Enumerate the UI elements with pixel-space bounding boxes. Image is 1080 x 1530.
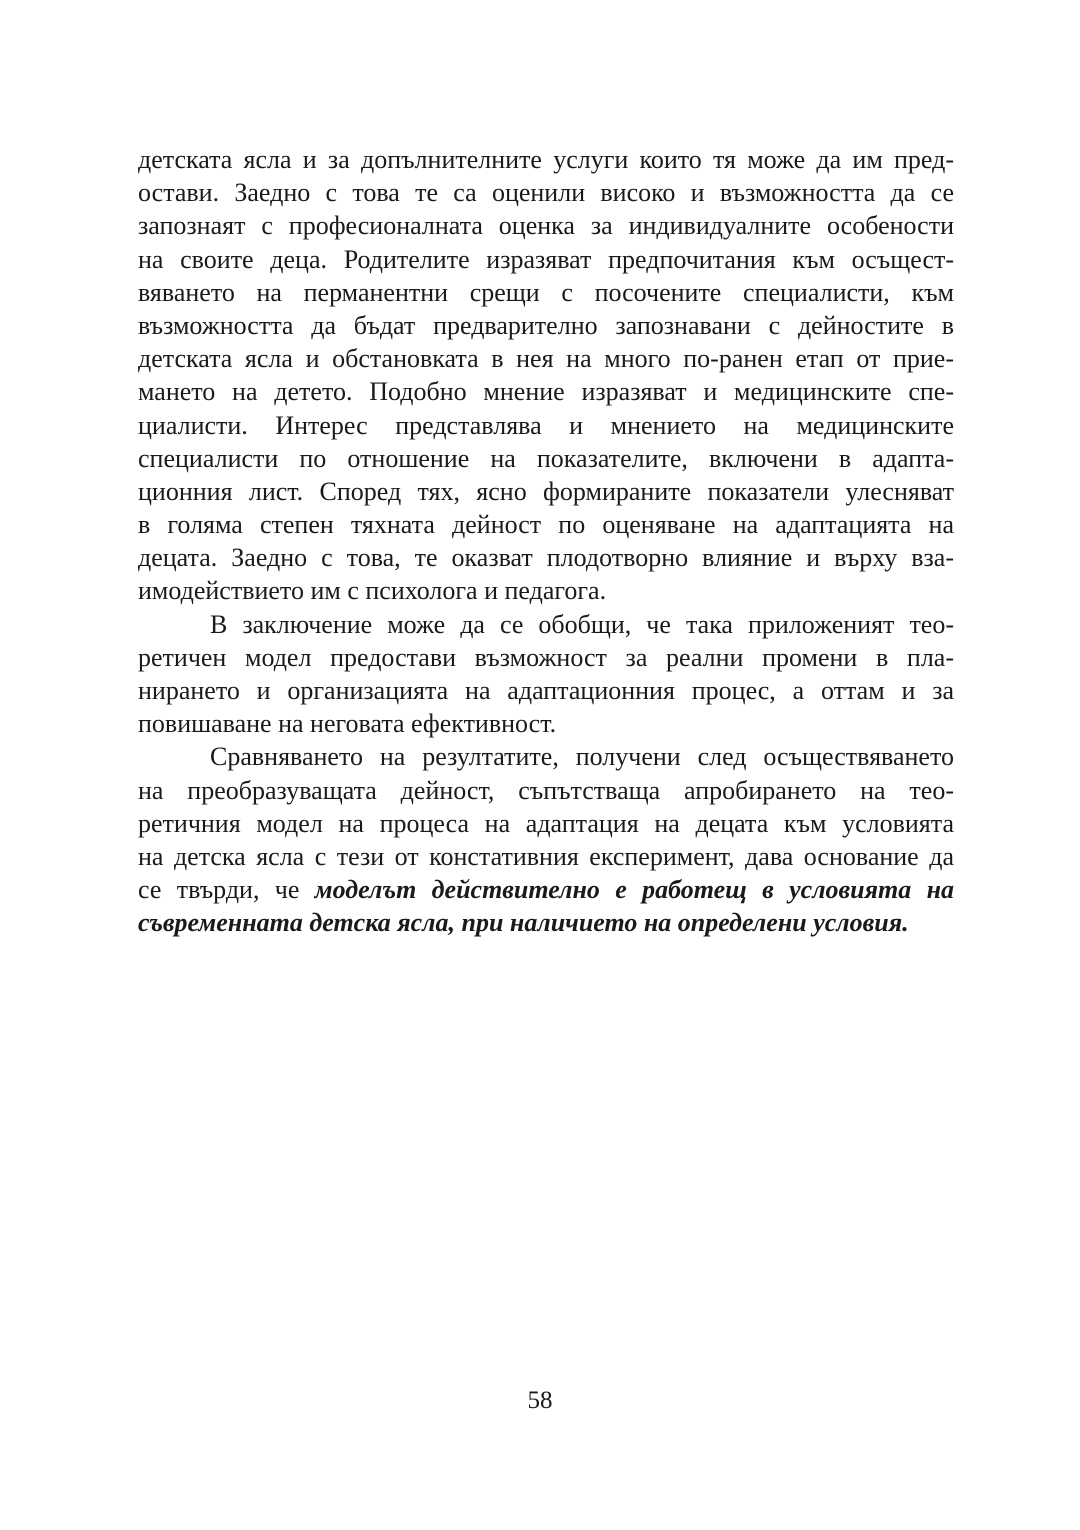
page-number: 58	[527, 1387, 553, 1414]
text-line: възможността да бъдат предварително запознавани с дейностите в	[138, 310, 954, 340]
text-line: В заключение може да се обобщи, че така приложеният тео-	[210, 609, 954, 639]
text-line: запознаят с професионалната оценка за индивидуалните особености	[138, 211, 954, 241]
text-line: ретичния модел на процеса на адаптация на децата към условията	[138, 808, 954, 838]
text-line: нирането и организацията на адаптационния процес, а оттам и за	[138, 676, 954, 705]
text-line-mixed	[138, 873, 954, 906]
text-line: в голяма степен тяхната дейност по оценяване на адаптацията на	[138, 510, 954, 540]
text-line: на преобразуващата дейност, съпътстваща апробирането на тео-	[138, 775, 954, 805]
text-line: Сравняването на резултатите, получени след осъществяването	[210, 742, 954, 772]
text-line: на детска ясла с тези от констативния експеримент, дава основание да	[138, 841, 954, 871]
emphasized-text-line: съвременната детска ясла, при наличието на определени условия.	[138, 908, 909, 938]
text-line: специалисти по отношение на показателите, включени в адапта-	[138, 443, 954, 473]
text-line: децата. Заедно с това, те оказват плодотворно влияние и върху вза-	[138, 543, 954, 573]
emphasized-text: моделът действително е работещ в условията на	[314, 875, 955, 905]
text-line: циалисти. Интерес представлява и мнението на медицинските	[138, 410, 954, 440]
text-line: мането на детето. Подобно мнение изразяват и медицинските спе-	[138, 377, 954, 407]
text-line: остави. Заедно с това те са оценили високо и възможността да се	[138, 178, 954, 208]
text-line: имодействието им с психолога и педагога.	[138, 576, 607, 606]
paragraph-1	[138, 143, 954, 608]
plain-text: се твърди, че	[138, 875, 315, 905]
text-line: повишаване на неговата ефективност.	[138, 709, 557, 739]
document-page	[138, 143, 954, 940]
text-line: детската ясла и за допълнителните услуги които тя може да им пред-	[138, 145, 954, 174]
text-line: ретичен модел предостави възможност за реални промени в пла-	[138, 642, 954, 672]
text-line: ционния лист. Според тях, ясно формираните показатели улесняват	[138, 476, 954, 506]
paragraph-3	[138, 740, 954, 939]
text-line: вяването на перманентни срещи с посочените специалисти, към	[138, 277, 954, 307]
paragraph-2	[138, 608, 954, 741]
text-line: детската ясла и обстановката в нея на много по-ранен етап от прие-	[138, 344, 954, 374]
text-line: на своите деца. Родителите изразяват предпочитания към осъщест-	[138, 244, 954, 274]
